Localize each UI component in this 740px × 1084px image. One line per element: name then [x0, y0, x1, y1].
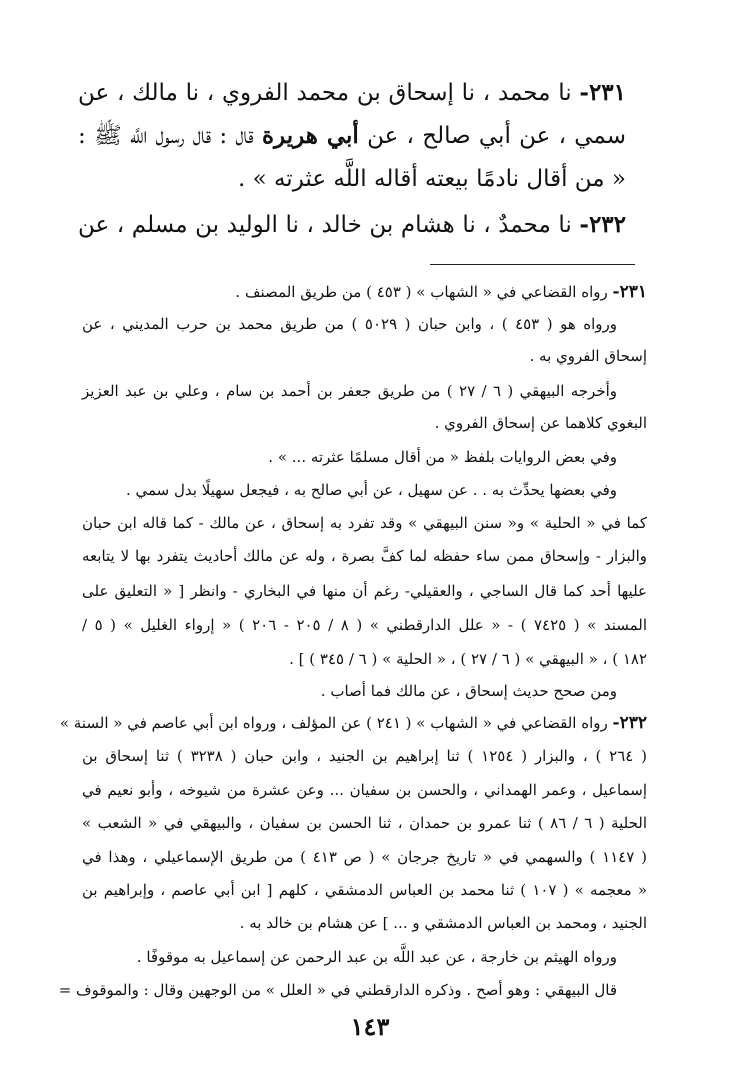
- footnote-line: البغوي كلاهما عن إسحاق الفروي .: [434, 414, 647, 432]
- footnote-line: ومن صحح حديث إسحاق ، عن مالك فما أصاب .: [320, 682, 617, 700]
- footnote-line: الجنيد ، ومحمد بن العباس الدمشقي و ... ] عن هشام بن خالد به .: [239, 914, 647, 932]
- hadith-231-text-2a: سمي ، عن أبي صالح ، عن: [367, 123, 626, 149]
- footnote-number-231: ٢٣١-: [612, 282, 647, 302]
- footnote-separator: [430, 264, 635, 265]
- hadith-number-232: ٢٣٢-: [579, 211, 627, 238]
- footnote-line: وفي بعضها يحدِّث به . . عن سهيل ، عن أبي صالح به ، فيجعل سهيلًا بدل سمي .: [125, 481, 617, 499]
- footnote-line: كما في « الحلية » و« سنن البيهقي » وقد تفرد به إسحاق ، عن مالك - كما قاله ابن حبان: [82, 514, 647, 532]
- footnote-line: ورواه الهيثم بن خارجة ، عن عبد اللَّه بن عبد الرحمن عن إسماعيل به موقوفًا .: [136, 948, 617, 966]
- footnote-line: إسحاق الفروي به .: [529, 347, 647, 365]
- footnote-line: وفي بعض الروايات بلفظ « من أقال مسلمًا عثرته ... » .: [268, 448, 617, 466]
- footnote-text: رواه القضاعي في « الشهاب » ( ٤٥٣ ) من طريق المصنف .: [235, 283, 608, 301]
- footnote-line: ( ١١٤٧ ) والسهمي في « تاريخ جرجان » ( ص ٤١٣ ) من طريق الإسماعيلي ، وهذا في: [82, 848, 647, 866]
- footnote-number-232: ٢٣٢-: [612, 713, 647, 733]
- footnote-line: « معجمه » ( ١٠٧ ) ثنا محمد بن العباس الدمشقي ، كلهم [ ابن أبي عاصم ، وإبراهيم بن: [82, 881, 647, 899]
- hadith-231-line-2: [78, 121, 626, 151]
- footnote-line: قال البيهقي : وهو أصح . وذكره الدارقطني في « العلل » من الوجهين وقال : والموقوف =: [58, 981, 617, 999]
- hadith-232-line-1: [78, 210, 626, 240]
- narrator-name: أبي هريرة: [261, 122, 359, 149]
- footnote-line: والبزار - وإسحاق ممن ساء حفظه لما كفَّ بصرة ، وله عن مالك أحاديث يتفرد بها لا يتابعه: [82, 547, 647, 565]
- hadith-231-text-1: نا محمد ، نا إسحاق بن محمد الفروي ، نا مالك ، عن: [78, 80, 572, 106]
- footnote-text: رواه القضاعي في « الشهاب » ( ٢٤١ ) عن المؤلف ، ورواه ابن أبي عاصم في « السنة »: [59, 714, 608, 732]
- footnote-line: إسماعيل ، وعمر الهمداني ، والحسن بن سفيان ... وعن عشرة من شيوخه ، وأبو نعيم في: [82, 781, 647, 799]
- footnote-line: وأخرجه البيهقي ( ٦ / ٢٧ ) من طريق جعفر بن أحمد بن سام ، وعلي بن عبد العزيز: [82, 382, 618, 400]
- page-number: ١٤٣: [350, 1012, 390, 1041]
- hadith-231-line-3: « من أقال نادمًا بيعته أقاله اللَّه عثرته » .: [237, 166, 626, 192]
- hadith-232-text-1: نا محمدٌ ، نا هشام بن خالد ، نا الوليد بن مسلم ، عن: [78, 212, 572, 238]
- hadith-number-231: ٢٣١-: [579, 79, 627, 106]
- footnote-line: عليها أحد كما قال الساجي ، والعقيلي- رغم أن منها في البخاري - وانظر [ « التعليق على: [82, 582, 647, 600]
- footnote-line: ( ٢٦٤ ) ، والبزار ( ١٢٥٤ ) ثنا إبراهيم بن الجنيد ، وابن حبان ( ٣٢٣٨ ) ثنا إسحاق بن: [82, 747, 647, 765]
- hadith-231-line-1: [78, 78, 626, 108]
- footnote-line: ورواه هو ( ٤٥٣ ) ، وابن حبان ( ٥٠٢٩ ) من طريق محمد بن حرب المديني ، عن: [82, 315, 617, 333]
- footnote-line: ١٨٢ ) ، « البيهقي » ( ٦ / ٢٧ ) ، « الحلية » ( ٦ / ٣٤٥ ) ] .: [289, 650, 647, 668]
- footnote-line: المسند » ( ٧٤٢٥ ) - « علل الدارقطني » ( ٨ / ٢٠٥ - ٢٠٦ ) « إرواء الغليل » ( ٥ /: [82, 616, 648, 634]
- hadith-231-text-2b: قال : قال رسول اللَّه ﷺ :: [78, 123, 254, 149]
- footnote-232-line-1: [59, 712, 647, 734]
- footnote-231-line-1: [82, 281, 647, 303]
- footnote-line: الحلية ( ٦ / ٨٦ ) ثنا عمرو بن حمدان ، ثنا الحسن بن سفيان ، والبيهقي في « الشعب »: [82, 814, 648, 832]
